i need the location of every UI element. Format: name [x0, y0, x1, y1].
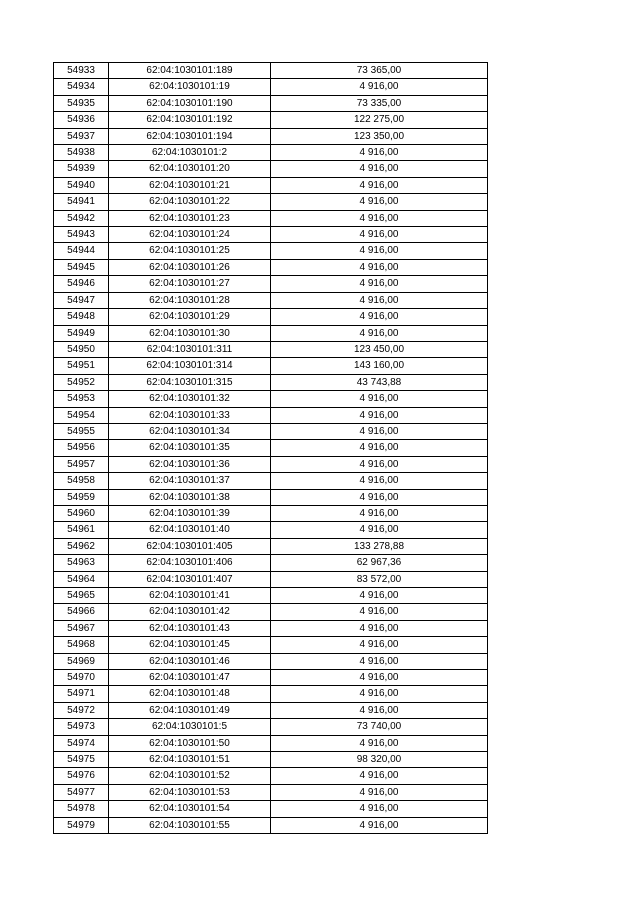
cadastral-value-cell: 4 916,00 [271, 325, 488, 341]
cadastral-value-cell: 122 275,00 [271, 112, 488, 128]
cadastral-number-cell: 62:04:1030101:41 [109, 588, 271, 604]
row-number-cell: 54947 [54, 292, 109, 308]
table-row [54, 538, 488, 554]
cadastral-value-cell: 4 916,00 [271, 702, 488, 718]
row-number-cell: 54950 [54, 341, 109, 357]
row-number-cell: 54935 [54, 95, 109, 111]
row-number-cell: 54955 [54, 423, 109, 439]
cadastral-value-cell: 4 916,00 [271, 161, 488, 177]
table-row [54, 768, 488, 784]
row-number-cell: 54952 [54, 374, 109, 390]
cadastral-value-cell: 4 916,00 [271, 473, 488, 489]
cadastral-value-cell: 4 916,00 [271, 391, 488, 407]
table-row [54, 473, 488, 489]
table-row [54, 79, 488, 95]
cadastral-number-cell: 62:04:1030101:314 [109, 358, 271, 374]
row-number-cell: 54967 [54, 620, 109, 636]
cadastral-number-cell: 62:04:1030101:32 [109, 391, 271, 407]
cadastral-number-cell: 62:04:1030101:51 [109, 752, 271, 768]
row-number-cell: 54949 [54, 325, 109, 341]
cadastral-value-cell: 4 916,00 [271, 620, 488, 636]
table-body [54, 63, 488, 834]
cadastral-value-cell: 4 916,00 [271, 210, 488, 226]
cadastral-number-cell: 62:04:1030101:405 [109, 538, 271, 554]
cadastral-value-cell: 4 916,00 [271, 227, 488, 243]
table-row [54, 112, 488, 128]
table-row [54, 653, 488, 669]
row-number-cell: 54961 [54, 522, 109, 538]
row-number-cell: 54933 [54, 63, 109, 79]
cadastral-value-cell: 4 916,00 [271, 194, 488, 210]
cadastral-value-cell: 4 916,00 [271, 177, 488, 193]
row-number-cell: 54938 [54, 145, 109, 161]
cadastral-number-cell: 62:04:1030101:55 [109, 817, 271, 833]
cadastral-number-cell: 62:04:1030101:311 [109, 341, 271, 357]
table-row [54, 145, 488, 161]
cadastral-value-cell: 133 278,88 [271, 538, 488, 554]
table-row [54, 391, 488, 407]
row-number-cell: 54973 [54, 719, 109, 735]
cadastral-value-cell: 4 916,00 [271, 801, 488, 817]
cadastral-number-cell: 62:04:1030101:39 [109, 505, 271, 521]
table-row [54, 276, 488, 292]
table-row [54, 259, 488, 275]
row-number-cell: 54959 [54, 489, 109, 505]
cadastral-value-cell: 123 350,00 [271, 128, 488, 144]
table-row [54, 817, 488, 833]
table-row [54, 292, 488, 308]
table-row [54, 637, 488, 653]
cadastral-value-cell: 4 916,00 [271, 292, 488, 308]
cadastral-value-cell: 4 916,00 [271, 784, 488, 800]
cadastral-value-table [53, 62, 488, 834]
table-row [54, 210, 488, 226]
table-row [54, 128, 488, 144]
row-number-cell: 54964 [54, 571, 109, 587]
row-number-cell: 54974 [54, 735, 109, 751]
table-row [54, 177, 488, 193]
table-row [54, 489, 488, 505]
row-number-cell: 54963 [54, 555, 109, 571]
cadastral-value-cell: 4 916,00 [271, 768, 488, 784]
table-row [54, 194, 488, 210]
cadastral-number-cell: 62:04:1030101:30 [109, 325, 271, 341]
cadastral-number-cell: 62:04:1030101:192 [109, 112, 271, 128]
row-number-cell: 54978 [54, 801, 109, 817]
cadastral-number-cell: 62:04:1030101:22 [109, 194, 271, 210]
row-number-cell: 54936 [54, 112, 109, 128]
cadastral-number-cell: 62:04:1030101:23 [109, 210, 271, 226]
table-row [54, 784, 488, 800]
row-number-cell: 54962 [54, 538, 109, 554]
cadastral-value-cell: 4 916,00 [271, 440, 488, 456]
row-number-cell: 54940 [54, 177, 109, 193]
row-number-cell: 54957 [54, 456, 109, 472]
cadastral-number-cell: 62:04:1030101:5 [109, 719, 271, 735]
table-row [54, 801, 488, 817]
cadastral-value-cell: 4 916,00 [271, 423, 488, 439]
cadastral-number-cell: 62:04:1030101:53 [109, 784, 271, 800]
table-row [54, 620, 488, 636]
row-number-cell: 54966 [54, 604, 109, 620]
row-number-cell: 54969 [54, 653, 109, 669]
row-number-cell: 54946 [54, 276, 109, 292]
cadastral-value-cell: 4 916,00 [271, 145, 488, 161]
cadastral-number-cell: 62:04:1030101:43 [109, 620, 271, 636]
cadastral-value-cell: 4 916,00 [271, 79, 488, 95]
row-number-cell: 54945 [54, 259, 109, 275]
table-row [54, 555, 488, 571]
cadastral-value-cell: 4 916,00 [271, 505, 488, 521]
table-row [54, 63, 488, 79]
row-number-cell: 54972 [54, 702, 109, 718]
row-number-cell: 54937 [54, 128, 109, 144]
table-row [54, 95, 488, 111]
table-row [54, 686, 488, 702]
cadastral-value-cell: 62 967,36 [271, 555, 488, 571]
row-number-cell: 54965 [54, 588, 109, 604]
cadastral-number-cell: 62:04:1030101:47 [109, 670, 271, 686]
cadastral-value-cell: 4 916,00 [271, 670, 488, 686]
row-number-cell: 54958 [54, 473, 109, 489]
cadastral-value-cell: 143 160,00 [271, 358, 488, 374]
table-row [54, 456, 488, 472]
cadastral-value-cell: 4 916,00 [271, 309, 488, 325]
cadastral-number-cell: 62:04:1030101:46 [109, 653, 271, 669]
table-row [54, 702, 488, 718]
cadastral-number-cell: 62:04:1030101:34 [109, 423, 271, 439]
row-number-cell: 54975 [54, 752, 109, 768]
cadastral-number-cell: 62:04:1030101:35 [109, 440, 271, 456]
row-number-cell: 54977 [54, 784, 109, 800]
cadastral-number-cell: 62:04:1030101:45 [109, 637, 271, 653]
cadastral-number-cell: 62:04:1030101:48 [109, 686, 271, 702]
cadastral-value-cell: 4 916,00 [271, 259, 488, 275]
cadastral-value-cell: 4 916,00 [271, 653, 488, 669]
cadastral-value-cell: 123 450,00 [271, 341, 488, 357]
table-row [54, 407, 488, 423]
table-row [54, 374, 488, 390]
cadastral-value-cell: 73 335,00 [271, 95, 488, 111]
cadastral-value-cell: 4 916,00 [271, 604, 488, 620]
cadastral-value-cell: 4 916,00 [271, 686, 488, 702]
cadastral-value-cell: 4 916,00 [271, 456, 488, 472]
table-row [54, 440, 488, 456]
row-number-cell: 54944 [54, 243, 109, 259]
cadastral-number-cell: 62:04:1030101:52 [109, 768, 271, 784]
table-row [54, 752, 488, 768]
table-row [54, 309, 488, 325]
cadastral-value-cell: 43 743,88 [271, 374, 488, 390]
cadastral-number-cell: 62:04:1030101:49 [109, 702, 271, 718]
cadastral-number-cell: 62:04:1030101:54 [109, 801, 271, 817]
table-row [54, 341, 488, 357]
table-row [54, 588, 488, 604]
cadastral-number-cell: 62:04:1030101:406 [109, 555, 271, 571]
cadastral-value-cell: 4 916,00 [271, 637, 488, 653]
row-number-cell: 54948 [54, 309, 109, 325]
table-row [54, 227, 488, 243]
cadastral-value-cell: 98 320,00 [271, 752, 488, 768]
row-number-cell: 54970 [54, 670, 109, 686]
cadastral-value-cell: 4 916,00 [271, 407, 488, 423]
cadastral-number-cell: 62:04:1030101:42 [109, 604, 271, 620]
cadastral-number-cell: 62:04:1030101:20 [109, 161, 271, 177]
cadastral-value-cell: 4 916,00 [271, 276, 488, 292]
cadastral-number-cell: 62:04:1030101:24 [109, 227, 271, 243]
row-number-cell: 54942 [54, 210, 109, 226]
cadastral-value-cell: 4 916,00 [271, 243, 488, 259]
cadastral-number-cell: 62:04:1030101:29 [109, 309, 271, 325]
table-row [54, 161, 488, 177]
cadastral-number-cell: 62:04:1030101:27 [109, 276, 271, 292]
row-number-cell: 54939 [54, 161, 109, 177]
row-number-cell: 54971 [54, 686, 109, 702]
row-number-cell: 54979 [54, 817, 109, 833]
table-row [54, 670, 488, 686]
table-row [54, 604, 488, 620]
cadastral-number-cell: 62:04:1030101:190 [109, 95, 271, 111]
table-row [54, 325, 488, 341]
row-number-cell: 54956 [54, 440, 109, 456]
cadastral-number-cell: 62:04:1030101:28 [109, 292, 271, 308]
cadastral-number-cell: 62:04:1030101:315 [109, 374, 271, 390]
table-row [54, 423, 488, 439]
row-number-cell: 54951 [54, 358, 109, 374]
row-number-cell: 54943 [54, 227, 109, 243]
cadastral-number-cell: 62:04:1030101:19 [109, 79, 271, 95]
cadastral-number-cell: 62:04:1030101:36 [109, 456, 271, 472]
row-number-cell: 54976 [54, 768, 109, 784]
row-number-cell: 54954 [54, 407, 109, 423]
table-row [54, 505, 488, 521]
row-number-cell: 54953 [54, 391, 109, 407]
cadastral-value-cell: 4 916,00 [271, 489, 488, 505]
cadastral-value-cell: 4 916,00 [271, 522, 488, 538]
row-number-cell: 54960 [54, 505, 109, 521]
cadastral-number-cell: 62:04:1030101:2 [109, 145, 271, 161]
table-row [54, 735, 488, 751]
cadastral-value-cell: 4 916,00 [271, 588, 488, 604]
cadastral-number-cell: 62:04:1030101:37 [109, 473, 271, 489]
cadastral-number-cell: 62:04:1030101:407 [109, 571, 271, 587]
row-number-cell: 54941 [54, 194, 109, 210]
cadastral-number-cell: 62:04:1030101:50 [109, 735, 271, 751]
table-row [54, 571, 488, 587]
table-row [54, 358, 488, 374]
cadastral-value-cell: 73 740,00 [271, 719, 488, 735]
cadastral-number-cell: 62:04:1030101:26 [109, 259, 271, 275]
cadastral-value-cell: 4 916,00 [271, 817, 488, 833]
cadastral-number-cell: 62:04:1030101:189 [109, 63, 271, 79]
row-number-cell: 54968 [54, 637, 109, 653]
cadastral-value-cell: 83 572,00 [271, 571, 488, 587]
cadastral-number-cell: 62:04:1030101:38 [109, 489, 271, 505]
cadastral-number-cell: 62:04:1030101:194 [109, 128, 271, 144]
cadastral-value-cell: 73 365,00 [271, 63, 488, 79]
row-number-cell: 54934 [54, 79, 109, 95]
cadastral-number-cell: 62:04:1030101:25 [109, 243, 271, 259]
table-row [54, 719, 488, 735]
table-row [54, 243, 488, 259]
table-row [54, 522, 488, 538]
cadastral-number-cell: 62:04:1030101:33 [109, 407, 271, 423]
cadastral-value-cell: 4 916,00 [271, 735, 488, 751]
cadastral-number-cell: 62:04:1030101:21 [109, 177, 271, 193]
cadastral-number-cell: 62:04:1030101:40 [109, 522, 271, 538]
